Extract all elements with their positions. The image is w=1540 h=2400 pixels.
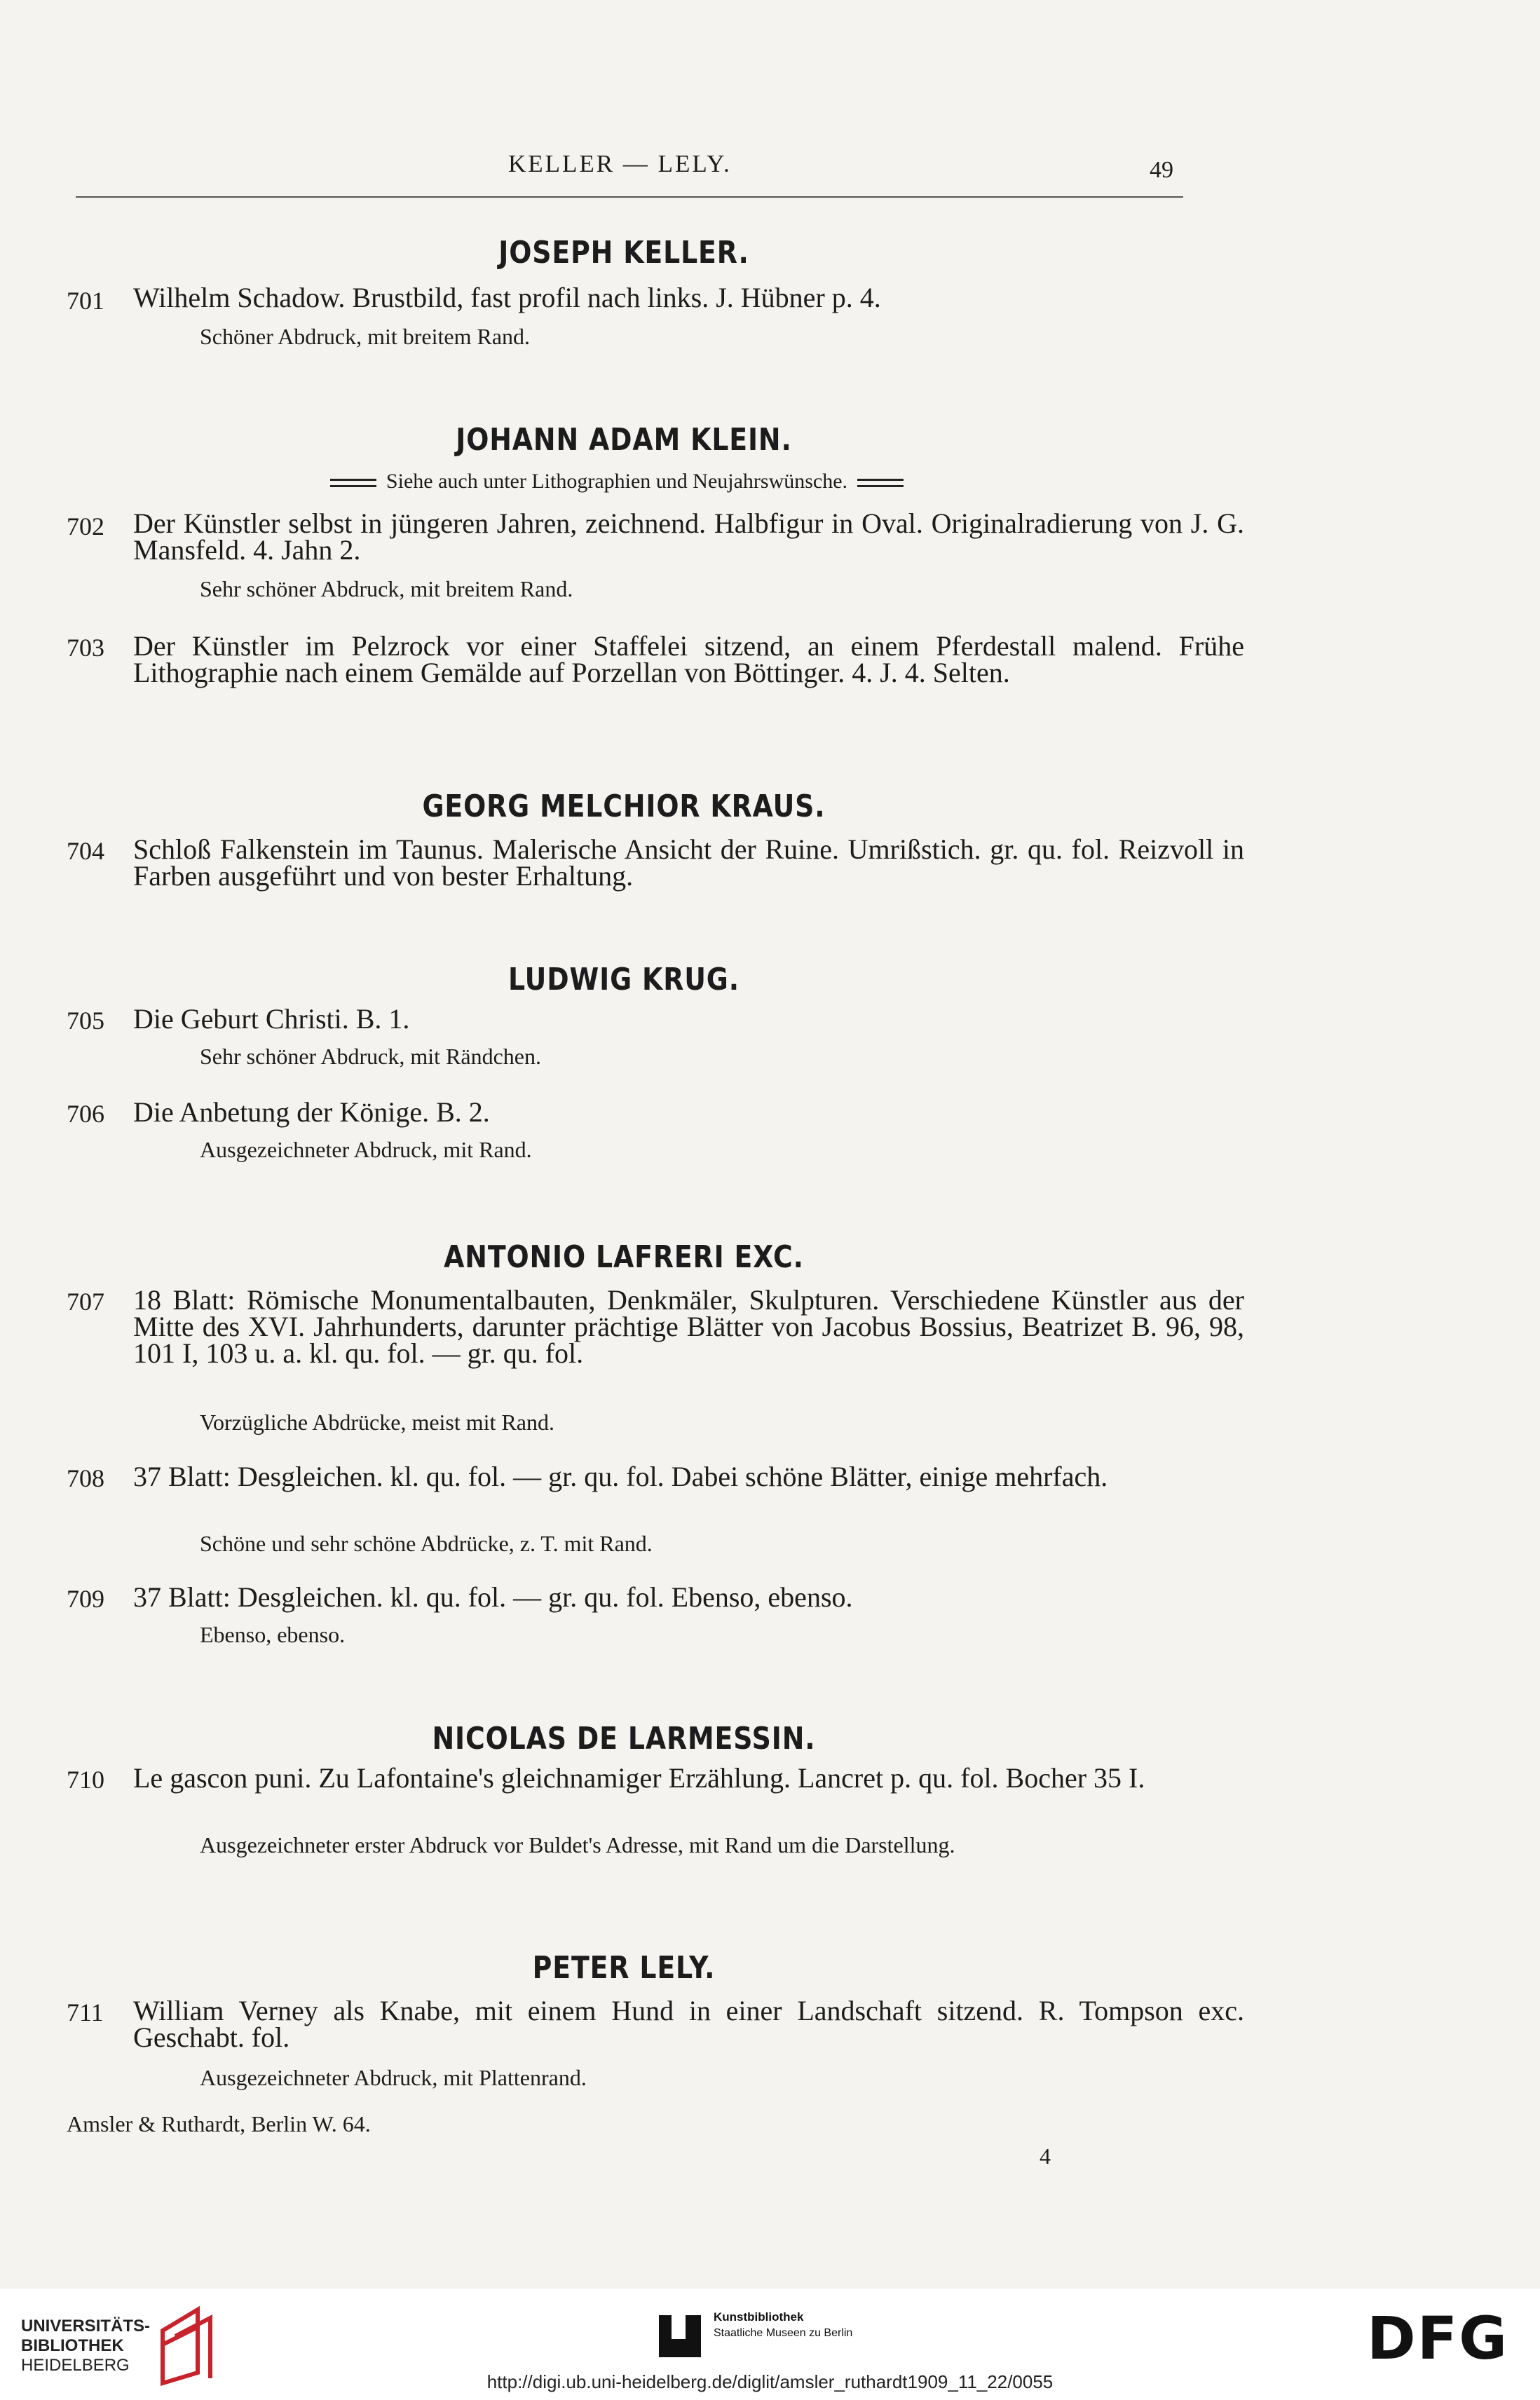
entry-condition: Vorzügliche Abdrücke, meist mit Rand. [200,1410,554,1435]
entry-text: William Verney als Knabe, mit einem Hund in einer Landschaft sitzend. R. Tompson exc. Geschabt. fol. [133,1995,1244,2053]
double-rule [330,479,376,487]
entry-number: 708 [67,1464,104,1492]
entry-text: Schloß Falkenstein im Taunus. Malerische Ansicht der Ruine. Umrißstich. gr. qu. fol. Reizvoll in Farben ausgeführt und von bester Erhaltung. [133,833,1244,892]
entry-condition: Schöner Abdruck, mit breitem Rand. [200,324,531,349]
entry-number: 704 [67,837,104,865]
entry-number: 711 [67,1998,104,2026]
printer-imprint: Amsler & Ruthardt, Berlin W. 64. [67,2111,371,2136]
entry-condition: Sehr schöner Abdruck, mit Rändchen. [200,1044,541,1069]
entry-condition: Sehr schöner Abdruck, mit breitem Rand. [200,576,573,601]
entry-condition: Ausgezeichneter Abdruck, mit Plattenrand. [200,2065,587,2090]
entry-condition: Ausgezeichneter erster Abdruck vor Buldet's Adresse, mit Rand um die Darstellung. [200,1832,955,1857]
entry-condition: Schöne und sehr schöne Abdrücke, z. T. mit Rand. [200,1531,653,1556]
artist-heading-keller: JOSEPH KELLER. [498,235,749,271]
entry-number: 706 [67,1100,104,1128]
artist-heading-klein: JOHANN ADAM KLEIN. [456,422,792,458]
uni-line: BIBLIOTHEK [21,2336,124,2355]
entry-number: 710 [67,1766,104,1794]
running-title: KELLER — LELY. [508,150,732,177]
entry-text: Wilhelm Schadow. Brustbild, fast profil nach links. J. Hübner p. 4. [133,282,881,313]
digitization-footer [0,2289,1540,2400]
entry-number: 703 [67,634,104,662]
entry-text: 37 Blatt: Desgleichen. kl. qu. fol. — gr. qu. fol. Dabei schöne Blätter, einige mehrfach. [133,1461,1108,1492]
artist-heading-krug: LUDWIG KRUG. [508,962,740,997]
kb-name: Kunstbibliothek [714,2310,804,2324]
university-library-name [21,2317,150,2375]
entry-number: 709 [67,1585,104,1613]
entry-condition: Ausgezeichneter Abdruck, mit Rand. [200,1137,532,1162]
artist-heading-kraus: GEORG MELCHIOR KRAUS. [422,789,826,824]
entry-text: Die Geburt Christi. B. 1. [133,1003,410,1035]
header-rule [76,196,1183,198]
entry-number: 707 [67,1288,104,1316]
entry-number: 701 [67,287,104,315]
entry-text: 37 Blatt: Desgleichen. kl. qu. fol. — gr. qu. fol. Ebenso, ebenso. [133,1581,853,1613]
artist-heading-lely: PETER LELY. [532,1950,716,1986]
kb-subtitle: Staatliche Museen zu Berlin [714,2327,853,2339]
note-text: Siehe auch unter Lithographien und Neujahrswünsche. [386,470,848,493]
uni-line: HEIDELBERG [21,2356,130,2375]
artist-heading-lafreri: ANTONIO LAFRERI EXC. [444,1239,804,1275]
entry-text: Die Anbetung der Könige. B. 2. [133,1096,490,1128]
entry-number: 702 [67,512,104,540]
kunstbibliothek-mark-icon [659,2315,701,2357]
signature-mark: 4 [1040,2143,1051,2169]
entry-text: Le gascon puni. Zu Lafontaine's gleichnamiger Erzählung. Lancret p. qu. fol. Bocher 35 I. [133,1762,1145,1794]
artist-heading-larmessin: NICOLAS DE LARMESSIN. [432,1721,816,1757]
dfg-logo: DFG [1367,2304,1509,2373]
entry-text: Der Künstler im Pelzrock vor einer Staffelei sitzend, an einem Pferdestall malend. Frühe Lithographie nach einem Gemälde auf Porzellan von Böttinger. 4. J. 4. Selten. [133,630,1244,688]
permalink-url[interactable]: http://digi.ub.uni-heidelberg.de/diglit/amsler_ruthardt1909_11_22/0055 [486,2371,1054,2392]
entry-text: Der Künstler selbst in jüngeren Jahren, zeichnend. Halbfigur in Oval. Originalradierung von J. G. Mansfeld. 4. Jahn 2. [133,507,1244,566]
entry-text: 18 Blatt: Römische Monumentalbauten, Denkmäler, Skulpturen. Verschiedene Künstler aus der Mitte des XVI. Jahrhunderts, darunter prächtige Blätter von Jacobus Bossius, Beatrizet B. 96, 98, 101 I, 103 u. a. kl. qu. fol. — gr. qu. fol. [133,1284,1244,1369]
cross-reference-note [0,470,1234,493]
page-number: 49 [1150,157,1173,183]
entry-condition: Ebenso, ebenso. [200,1622,346,1647]
double-rule [857,479,904,487]
uni-line: UNIVERSITÄTS- [21,2317,151,2336]
entry-number: 705 [67,1007,104,1035]
